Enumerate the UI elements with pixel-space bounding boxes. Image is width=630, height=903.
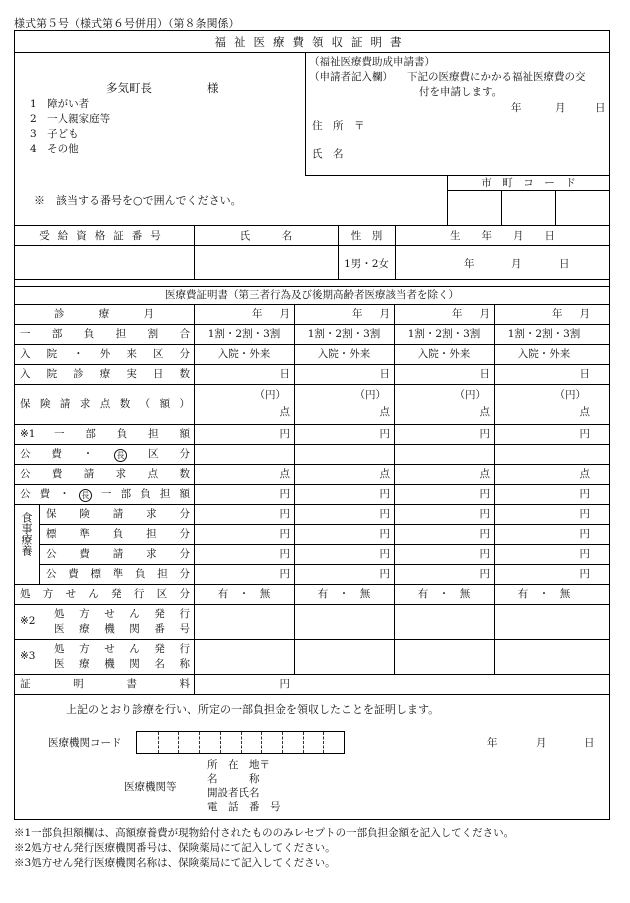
note-mark-1: ※1: [20, 428, 36, 440]
note-mark-3: ※3: [20, 650, 36, 662]
footnote-3: ※3処方せん発行医療機関名称は、保険薬局にて記入してください。: [14, 857, 336, 869]
recipient-dob-day[interactable]: 日: [559, 258, 570, 270]
label-food: 食事療養: [20, 512, 33, 556]
code-box-divider: [261, 732, 262, 753]
apply-month: 月: [555, 102, 566, 114]
days-2[interactable]: 日: [379, 368, 390, 380]
cert-statement: 上記のとおり診療を行い、所定の一部負担金を領収したことを証明します。: [66, 703, 440, 716]
footnote-2: ※2処方せん発行医療機関番号は、保険薬局にて記入してください。: [14, 842, 336, 854]
diag-month-3[interactable]: 月: [479, 308, 490, 320]
cert-year: 年: [487, 737, 498, 749]
points-yen-3[interactable]: （円）: [454, 389, 486, 401]
label-burden-ratio: 一 部 負 担 割 合: [20, 328, 190, 340]
fee-yen: 円: [279, 678, 290, 690]
footnote-1: ※1一部負担額欄は、高額療養費が現物給付されたもののみレセプトの一部負担金額を記入してください。: [14, 827, 515, 839]
pub-points-4[interactable]: 点: [579, 468, 590, 480]
label-rx-name-b: 医 療 機 関 名 称: [54, 658, 190, 670]
code-box-divider: [158, 732, 159, 753]
city-code-cell-3[interactable]: [556, 191, 609, 225]
institution-address[interactable]: 所 在 地〒: [207, 759, 270, 771]
pub-copay-3[interactable]: 円: [479, 488, 490, 500]
applicant-name[interactable]: 氏 名: [312, 148, 344, 160]
label-diag-month: 診 療 月: [54, 308, 154, 320]
label-food-pub: 公 費 請 求 分: [46, 548, 190, 560]
apply-text-1: 下記の医療費にかかる福祉医療費の交: [407, 71, 586, 83]
points-ten-2: 点: [379, 406, 390, 418]
code-box-divider: [323, 732, 324, 753]
diag-month-4[interactable]: 月: [579, 308, 590, 320]
institution-founder[interactable]: 開設者氏名: [207, 787, 260, 799]
food-ins-1[interactable]: 円: [279, 508, 290, 520]
cert-day: 日: [584, 737, 595, 749]
category-option-4[interactable]: 4 その他: [30, 143, 79, 155]
label-rx-no-b: 医 療 機 関 番 号: [54, 623, 190, 635]
points-yen-2[interactable]: （円）: [354, 389, 386, 401]
category-option-2[interactable]: 2 一人親家庭等: [30, 113, 111, 125]
apply-label: （申請者記入欄）: [309, 71, 393, 83]
io-class-2[interactable]: 入院・外来: [317, 348, 371, 360]
diag-year-2: 年: [352, 308, 363, 320]
label-points: 保 険 請 求 点 数 （ 額 ）: [20, 398, 190, 410]
food-pub-2[interactable]: 円: [379, 548, 390, 560]
rx-issued-4[interactable]: 有 ・ 無: [517, 588, 571, 600]
institution-code-label: 医療機関コード: [48, 737, 122, 749]
pub-copay-2[interactable]: 円: [379, 488, 390, 500]
label-fee: 証 明 書 料: [20, 678, 190, 690]
food-pub-3[interactable]: 円: [479, 548, 490, 560]
diag-month-1[interactable]: 月: [279, 308, 290, 320]
recipient-dob-header: 生 年 月 日: [450, 230, 555, 242]
certificate-title: 医療費証明書（第三者行為及び後期高齢者医療該当者を除く）: [165, 289, 459, 301]
diag-month-2[interactable]: 月: [379, 308, 390, 320]
food-pubstd-4[interactable]: 円: [579, 568, 590, 580]
rx-issued-1[interactable]: 有 ・ 無: [217, 588, 271, 600]
label-pub-div: 公 費 ・ 長 区 分: [20, 448, 190, 460]
city-code-cell-1[interactable]: [448, 191, 501, 225]
code-box-divider: [241, 732, 242, 753]
io-class-4[interactable]: 入院・外来: [517, 348, 571, 360]
label-rx-no-a: 処 方 せ ん 発 行: [54, 608, 190, 620]
pub-points-1[interactable]: 点: [279, 468, 290, 480]
label-copay: 一 部 負 担 額: [54, 428, 190, 440]
diag-year-1: 年: [252, 308, 263, 320]
days-3[interactable]: 日: [479, 368, 490, 380]
copay-3[interactable]: 円: [479, 428, 490, 440]
institution-name[interactable]: 名 称: [207, 773, 260, 785]
applicant-address[interactable]: 住 所 〒: [312, 120, 365, 132]
choju-mark: 長: [79, 489, 92, 502]
food-pubstd-3[interactable]: 円: [479, 568, 490, 580]
rx-issued-3[interactable]: 有 ・ 無: [417, 588, 471, 600]
choju-mark: 長: [114, 449, 127, 462]
label-food-ins: 保 険 請 求 分: [46, 508, 190, 520]
apply-year: 年: [511, 102, 522, 114]
label-io-class: 入 院 ・ 外 来 区 分: [20, 348, 190, 360]
label-days: 入 院 診 療 実 日 数: [20, 368, 190, 380]
code-box-divider: [282, 732, 283, 753]
label-food-std: 標 準 負 担 分: [46, 528, 190, 540]
recipient-name-field[interactable]: [195, 246, 338, 279]
recipient-dob-month[interactable]: 月: [511, 258, 522, 270]
code-box-divider: [303, 732, 304, 753]
code-box-divider: [220, 732, 221, 753]
recipient-number-field[interactable]: [15, 246, 194, 279]
label-food-pubstd: 公 費 標 準 負 担 分: [46, 568, 190, 580]
food-ins-2[interactable]: 円: [379, 508, 390, 520]
burden-ratio-3[interactable]: 1割・2割・3割: [407, 328, 481, 340]
copay-1[interactable]: 円: [279, 428, 290, 440]
addressee: 多気町長: [106, 81, 152, 95]
institution-code-boxes[interactable]: [136, 731, 345, 754]
recipient-name-header: 氏 名: [239, 230, 293, 242]
pub-copay-4[interactable]: 円: [579, 488, 590, 500]
pub-copay-1[interactable]: 円: [279, 488, 290, 500]
form-number: 様式第５号（様式第６号併用）（第８条関係）: [14, 17, 240, 30]
recipient-dob-year[interactable]: 年: [464, 258, 475, 270]
apply-title: （福祉医療費助成申請書）: [309, 56, 435, 68]
food-pub-1[interactable]: 円: [279, 548, 290, 560]
cert-month: 月: [536, 737, 547, 749]
copay-2[interactable]: 円: [379, 428, 390, 440]
io-class-1[interactable]: 入院・外来: [217, 348, 271, 360]
apply-day: 日: [595, 102, 606, 114]
label-rx: 処 方 せ ん 発 行 区 分: [20, 588, 190, 600]
io-class-3[interactable]: 入院・外来: [417, 348, 471, 360]
certificate-form: [14, 30, 610, 820]
code-box-divider: [199, 732, 200, 753]
food-pubstd-2[interactable]: 円: [379, 568, 390, 580]
days-4[interactable]: 日: [579, 368, 590, 380]
diag-year-3: 年: [452, 308, 463, 320]
food-ins-4[interactable]: 円: [579, 508, 590, 520]
points-yen-1[interactable]: （円）: [254, 389, 286, 401]
food-ins-3[interactable]: 円: [479, 508, 490, 520]
label-pub-points: 公 費 請 求 点 数: [20, 468, 190, 480]
note-mark-2: ※2: [20, 615, 36, 627]
food-pubstd-1[interactable]: 円: [279, 568, 290, 580]
food-std-2[interactable]: 円: [379, 528, 390, 540]
burden-ratio-2[interactable]: 1割・2割・3割: [307, 328, 381, 340]
addressee-sama: 様: [207, 81, 219, 95]
food-std-3[interactable]: 円: [479, 528, 490, 540]
points-ten-1: 点: [279, 406, 290, 418]
pub-points-3[interactable]: 点: [479, 468, 490, 480]
copay-4[interactable]: 円: [579, 428, 590, 440]
category-option-1[interactable]: 1 障がい者: [30, 98, 90, 110]
burden-ratio-4[interactable]: 1割・2割・3割: [507, 328, 581, 340]
category-note: ※ 該当する番号を○で囲んでください。: [34, 194, 242, 207]
days-1[interactable]: 日: [279, 368, 290, 380]
food-pub-4[interactable]: 円: [579, 548, 590, 560]
recipient-number-header: 受給資格証番号: [39, 230, 169, 242]
food-std-4[interactable]: 円: [579, 528, 590, 540]
points-yen-4[interactable]: （円）: [554, 389, 586, 401]
points-ten-3: 点: [479, 406, 490, 418]
recipient-sex-field[interactable]: 1男・2女: [344, 258, 389, 270]
points-ten-4: 点: [579, 406, 590, 418]
food-std-1[interactable]: 円: [279, 528, 290, 540]
label-pub-copay: 公 費 ・ 長 一 部 負 担 額: [20, 488, 190, 500]
category-option-3[interactable]: 3 子ども: [30, 128, 79, 140]
burden-ratio-1[interactable]: 1割・2割・3割: [207, 328, 281, 340]
rx-issued-2[interactable]: 有 ・ 無: [317, 588, 371, 600]
apply-text-2: 付を申請します。: [419, 86, 503, 98]
city-code-header: 市 町 コ ー ド: [481, 177, 576, 189]
city-code-cell-2[interactable]: [502, 191, 555, 225]
label-rx-name-a: 処 方 せ ん 発 行: [54, 643, 190, 655]
diag-year-4: 年: [552, 308, 563, 320]
institution-label: 医療機関等: [124, 781, 177, 793]
institution-phone[interactable]: 電 話 番 号: [207, 801, 281, 813]
recipient-sex-header: 性 別: [350, 230, 383, 242]
code-box-divider: [178, 732, 179, 753]
form-title: 福祉医療費領収証明書: [214, 35, 410, 49]
pub-points-2[interactable]: 点: [379, 468, 390, 480]
